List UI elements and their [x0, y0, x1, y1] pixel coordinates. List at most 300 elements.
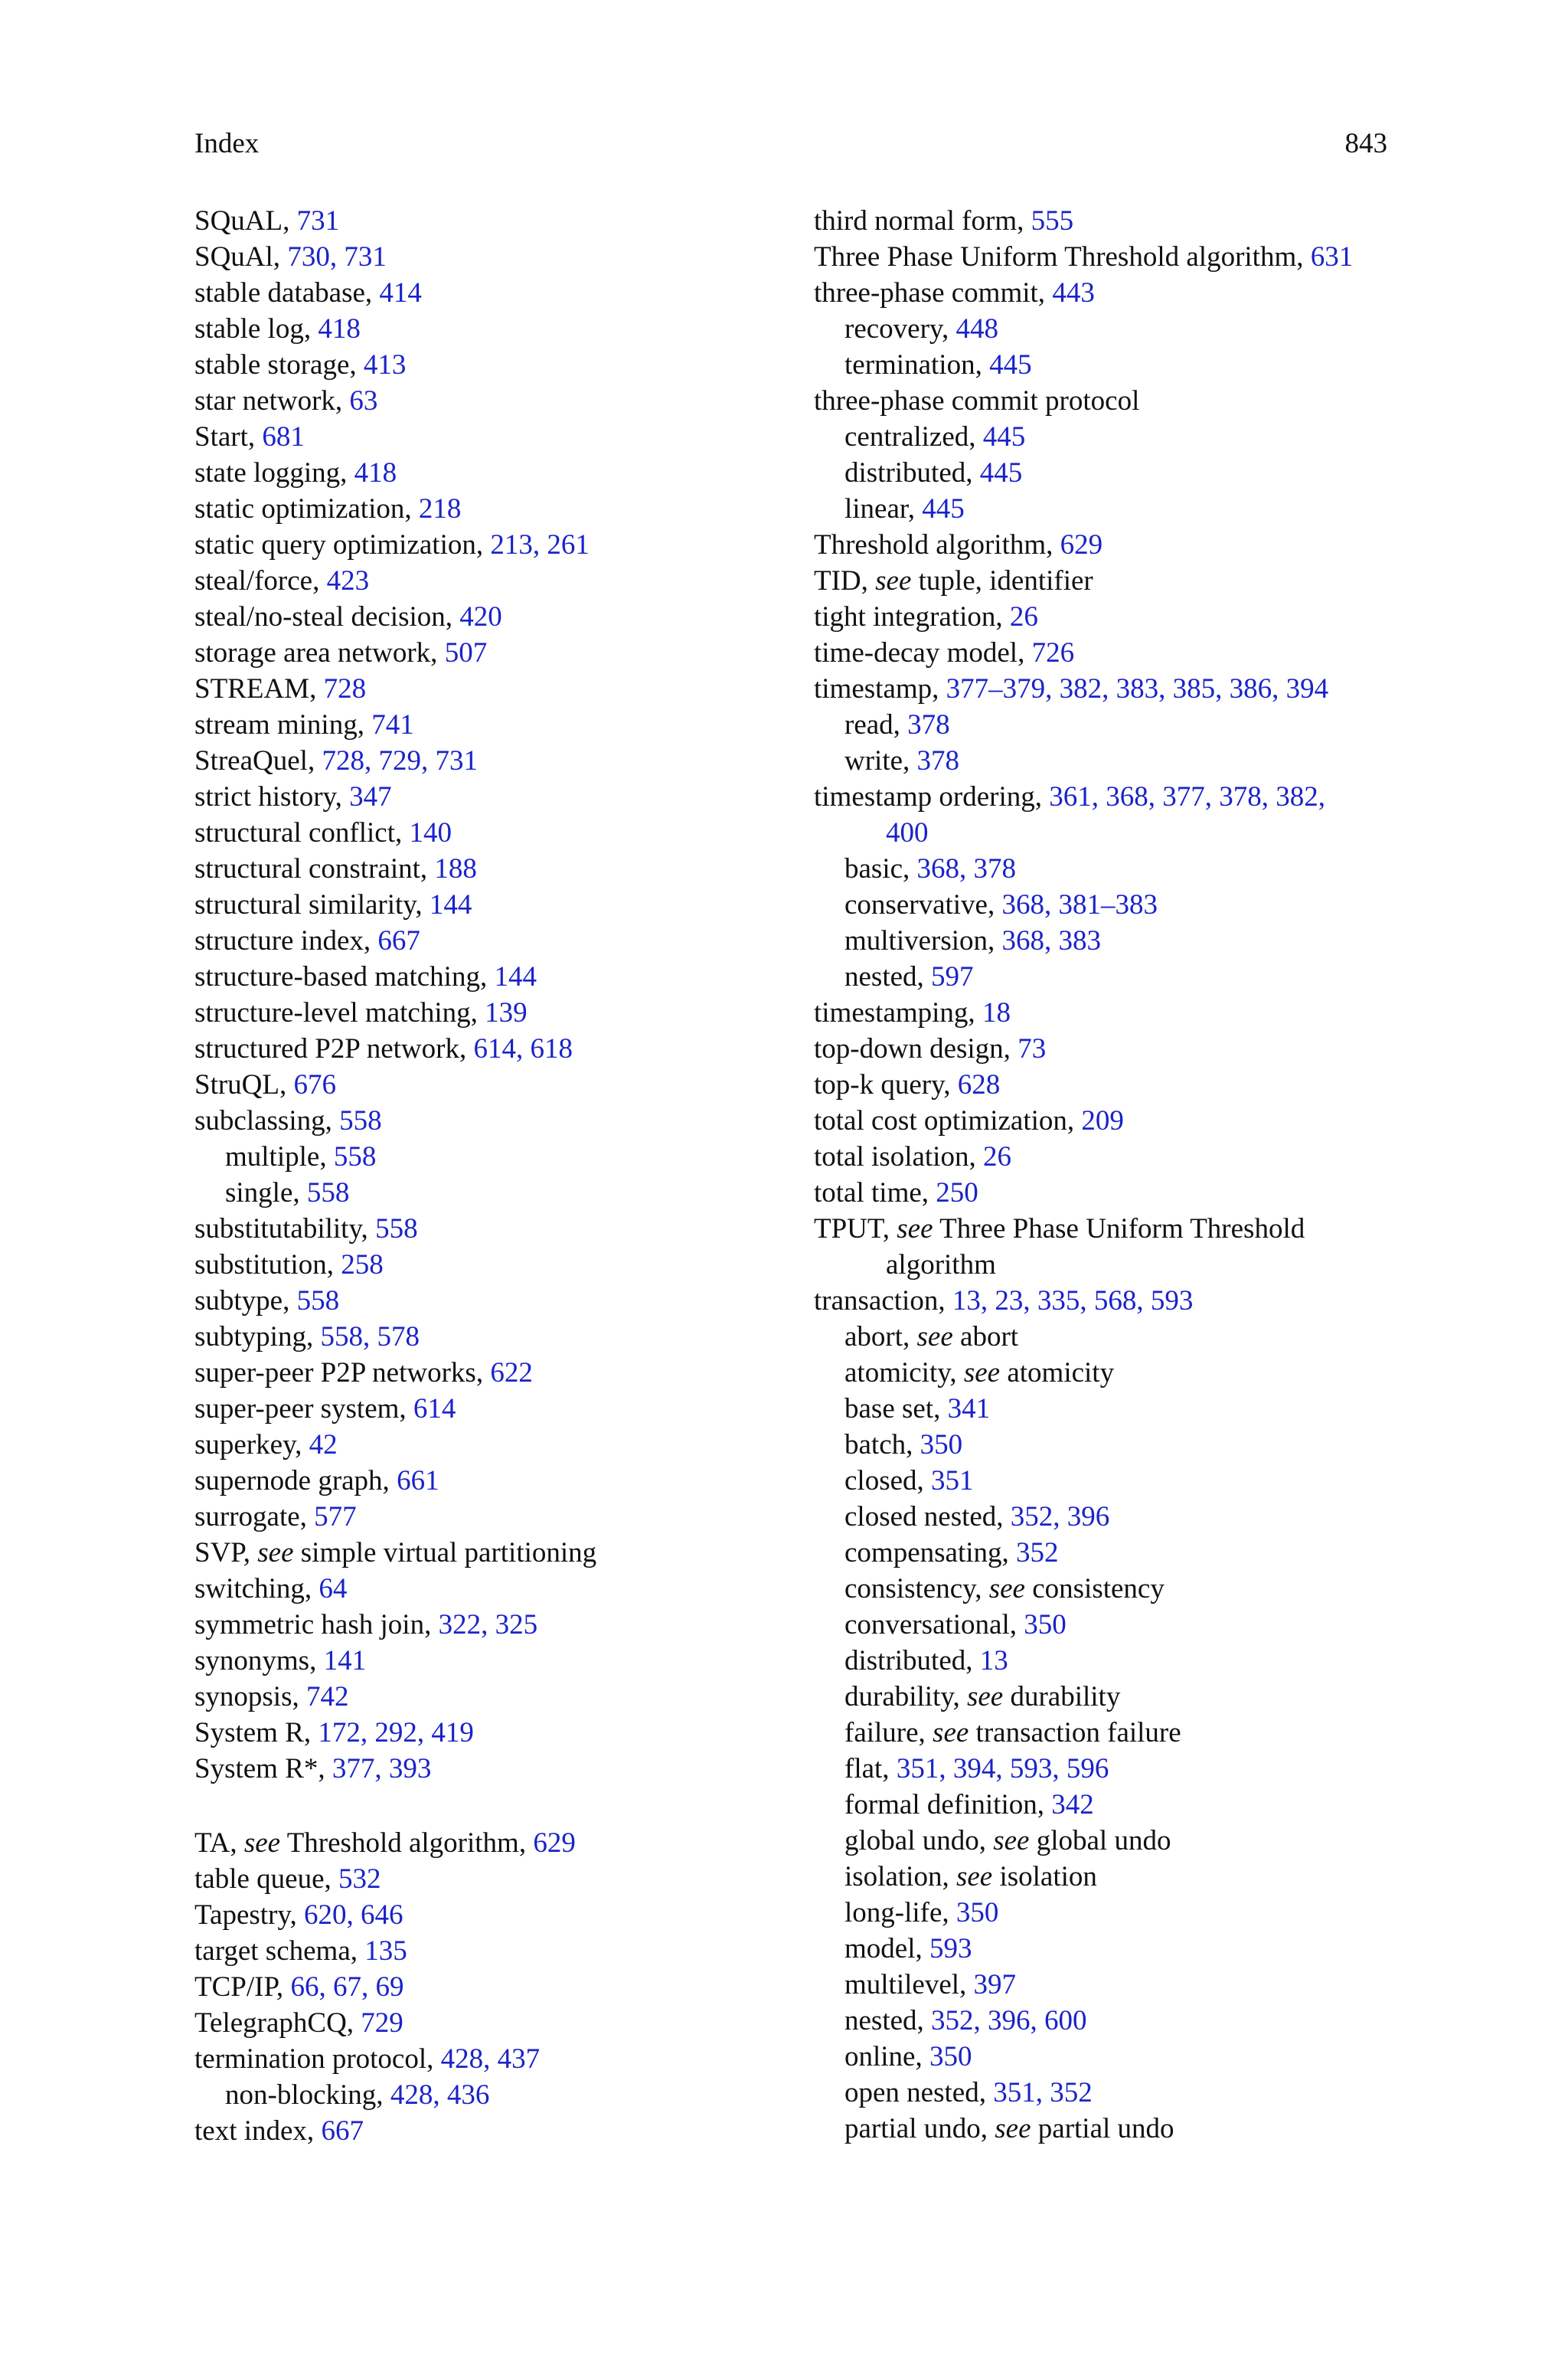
page-reference-link[interactable]: 558 — [306, 1177, 350, 1209]
see-reference-marker: see — [963, 1357, 1001, 1389]
index-entry — [194, 563, 792, 599]
index-subentry — [814, 923, 1411, 959]
index-term: star network, — [194, 385, 343, 417]
index-subentry — [814, 743, 1411, 779]
page-reference-link[interactable]: 66, 67, 69 — [290, 1971, 404, 2003]
index-subentry — [814, 1643, 1411, 1679]
index-entry — [814, 1139, 1411, 1175]
page-reference-link[interactable]: 413 — [363, 349, 407, 381]
page-reference-link[interactable]: 676 — [293, 1069, 336, 1101]
index-entry — [194, 815, 792, 851]
index-entry — [194, 1427, 792, 1463]
cross-reference-target: simple virtual partitioning — [300, 1537, 597, 1568]
index-term: formal definition, — [844, 1789, 1044, 1820]
page-reference-link[interactable]: 64 — [318, 1573, 348, 1604]
page-reference-link[interactable]: 188 — [434, 853, 477, 885]
index-entry — [194, 491, 792, 527]
index-subentry — [814, 311, 1411, 347]
index-entry — [194, 2113, 792, 2149]
index-subentry — [814, 1427, 1411, 1463]
index-term: substitution, — [194, 1249, 334, 1281]
page-header — [194, 126, 1387, 162]
see-reference-marker: see — [993, 1825, 1030, 1856]
index-term: stable database, — [194, 277, 373, 309]
index-term: static optimization, — [194, 493, 412, 525]
index-term: open nested, — [844, 2077, 986, 2108]
index-term: steal/no-steal decision, — [194, 601, 453, 633]
index-term: storage area network, — [194, 637, 438, 669]
index-term: Three Phase Uniform Threshold algorithm, — [814, 241, 1304, 273]
page-reference-link[interactable]: 681 — [262, 421, 305, 453]
page-reference-link[interactable]: 250 — [936, 1177, 978, 1209]
index-subentry — [814, 1715, 1411, 1751]
page-reference-link[interactable]: 731 — [296, 205, 340, 237]
index-term: supernode graph, — [194, 1465, 390, 1496]
page-reference-link[interactable]: 728, 729, 731 — [322, 745, 478, 777]
cross-reference-target: tuple, identifier — [918, 565, 1093, 597]
index-entry — [194, 599, 792, 635]
index-term: SQuAl, — [194, 241, 281, 273]
page-number: 843 — [1344, 128, 1387, 159]
see-reference-marker: see — [988, 1573, 1025, 1604]
index-entry — [194, 1031, 792, 1067]
page-reference-link[interactable]: 420 — [459, 601, 502, 633]
index-subentry — [814, 1499, 1411, 1535]
index-term: structural similarity, — [194, 889, 423, 921]
cross-reference-target: algorithm — [886, 1249, 996, 1281]
index-subentry — [814, 851, 1411, 887]
index-term: timestamp, — [814, 673, 939, 705]
page-reference-link[interactable]: 368, 381–383 — [1001, 889, 1158, 921]
page-reference-link[interactable]: 351, 352 — [993, 2077, 1093, 2108]
page-reference-link[interactable]: 352 — [1016, 1537, 1059, 1568]
page-reference-link[interactable]: 667 — [377, 925, 420, 957]
page-reference-link[interactable]: 350 — [929, 2041, 972, 2072]
index-subentry — [814, 1319, 1411, 1355]
index-entry-continuation — [814, 815, 1411, 851]
page-reference-link[interactable]: 418 — [318, 313, 361, 345]
page-reference-link[interactable]: 577 — [314, 1501, 357, 1532]
index-entry — [194, 1897, 792, 1933]
index-entry — [814, 239, 1411, 275]
index-entry — [194, 1355, 792, 1391]
index-term: SVP, — [194, 1537, 251, 1568]
index-term: global undo, — [844, 1825, 986, 1856]
page-reference-link[interactable]: 341 — [947, 1393, 991, 1425]
page-reference-link[interactable]: 507 — [444, 637, 488, 669]
index-term: TelegraphCQ, — [194, 2007, 354, 2039]
index-entry — [194, 1825, 792, 1861]
index-entry — [194, 1535, 792, 1571]
page-reference-link[interactable]: 729 — [361, 2007, 403, 2039]
index-entry — [194, 707, 792, 743]
page-reference-link[interactable]: 445 — [982, 421, 1026, 453]
cross-reference-target: isolation — [999, 1861, 1097, 1892]
index-entry — [194, 779, 792, 815]
page-reference-link[interactable]: 378 — [907, 709, 950, 741]
cross-reference-target: atomicity — [1007, 1357, 1115, 1389]
index-term: tight integration, — [814, 601, 1003, 633]
index-entry — [194, 1571, 792, 1607]
index-term: write, — [844, 745, 910, 777]
page-reference-link[interactable]: 593 — [929, 1933, 972, 1964]
index-entry — [194, 1283, 792, 1319]
index-term: TA, — [194, 1827, 237, 1859]
index-entry — [194, 851, 792, 887]
index-subentry — [814, 455, 1411, 491]
page-reference-link[interactable]: 445 — [922, 493, 965, 525]
page-reference-link[interactable]: 135 — [364, 1935, 407, 1967]
index-entry — [194, 923, 792, 959]
index-term: closed nested, — [844, 1501, 1004, 1532]
index-subentry — [814, 887, 1411, 923]
index-subentry — [814, 1535, 1411, 1571]
page-reference-link[interactable]: 13, 23, 335, 568, 593 — [952, 1285, 1194, 1317]
index-term: total cost optimization, — [814, 1105, 1075, 1137]
index-entry — [194, 1211, 792, 1247]
index-entry — [814, 563, 1411, 599]
index-subentry — [814, 1463, 1411, 1499]
index-entry — [194, 239, 792, 275]
page-reference-link[interactable]: 614 — [413, 1393, 456, 1425]
running-head: Index — [194, 128, 260, 159]
page-reference-link[interactable]: 667 — [321, 2115, 364, 2147]
index-subentry — [814, 1787, 1411, 1823]
index-term: static query optimization, — [194, 529, 484, 561]
page-reference-link[interactable]: 629 — [533, 1827, 576, 1859]
index-entry — [194, 1499, 792, 1535]
page-reference-link[interactable]: 378 — [916, 745, 960, 777]
index-entry — [814, 1175, 1411, 1211]
index-term: superkey, — [194, 1429, 302, 1460]
index-entry — [814, 1067, 1411, 1103]
page-reference-link[interactable]: 423 — [326, 565, 370, 597]
page-reference-link[interactable]: 42 — [309, 1429, 338, 1460]
index-subentry — [814, 1859, 1411, 1895]
page-reference-link[interactable]: 614, 618 — [473, 1033, 573, 1065]
page-reference-link[interactable]: 351 — [931, 1465, 974, 1496]
index-entry — [194, 1247, 792, 1283]
index-term: stable storage, — [194, 349, 357, 381]
index-term: base set, — [844, 1393, 941, 1425]
index-term: structure-level matching, — [194, 997, 478, 1029]
see-reference-marker: see — [897, 1213, 933, 1245]
index-term: batch, — [844, 1429, 913, 1460]
index-term: centralized, — [844, 421, 976, 453]
page-reference-link[interactable]: 631 — [1310, 241, 1354, 273]
index-column-left — [194, 203, 792, 2149]
cross-reference-target: abort — [960, 1321, 1019, 1353]
index-term: structure-based matching, — [194, 961, 488, 993]
page-reference-link[interactable]: 368, 378 — [916, 853, 1017, 885]
index-term: multiversion, — [844, 925, 995, 957]
page-reference-link[interactable]: 397 — [973, 1969, 1017, 2000]
page-reference-link[interactable]: 141 — [323, 1645, 367, 1676]
index-term: read, — [844, 709, 900, 741]
page-reference-link[interactable]: 622 — [490, 1357, 533, 1389]
index-term: subtyping, — [194, 1321, 314, 1353]
index-term: steal/force, — [194, 565, 320, 597]
page-reference-link[interactable]: 26 — [982, 1141, 1011, 1173]
index-term: super-peer P2P networks, — [194, 1357, 484, 1389]
index-term: multilevel, — [844, 1969, 967, 2000]
page-reference-link[interactable]: 13 — [979, 1645, 1008, 1676]
index-entry — [194, 635, 792, 671]
index-entry — [194, 1319, 792, 1355]
page-reference-link[interactable]: 628 — [957, 1069, 1001, 1101]
index-term: total isolation, — [814, 1141, 976, 1173]
index-term: single, — [225, 1177, 300, 1209]
see-reference-marker: see — [243, 1827, 281, 1859]
index-term: substitutability, — [194, 1213, 368, 1245]
index-term: distributed, — [844, 457, 973, 489]
index-term: online, — [844, 2041, 923, 2072]
index-entry — [194, 1715, 792, 1751]
index-term: table queue, — [194, 1863, 332, 1895]
page-reference-link[interactable]: 532 — [338, 1863, 381, 1895]
page-reference-link[interactable]: 597 — [931, 961, 974, 993]
index-term: structural conflict, — [194, 817, 403, 849]
page-reference-link[interactable]: 428, 436 — [390, 2079, 490, 2111]
index-term: stable log, — [194, 313, 312, 345]
index-term: time-decay model, — [814, 637, 1025, 669]
page-reference-link[interactable]: 728 — [323, 673, 367, 705]
page-reference-link[interactable]: 350 — [920, 1429, 963, 1460]
index-entry — [194, 1751, 792, 1787]
index-entry — [194, 1067, 792, 1103]
index-subentry — [194, 1139, 792, 1175]
index-entry — [194, 2041, 792, 2077]
page-reference-link[interactable]: 730, 731 — [287, 241, 387, 273]
page-reference-link[interactable]: 726 — [1031, 637, 1075, 669]
page-reference-link[interactable]: 661 — [397, 1465, 439, 1496]
index-entry — [814, 1031, 1411, 1067]
page-reference-link[interactable]: 342 — [1051, 1789, 1094, 1820]
page-reference-link[interactable]: 209 — [1081, 1105, 1124, 1137]
page-reference-link[interactable]: 555 — [1031, 205, 1074, 237]
page-reference-link[interactable]: 172, 292, 419 — [318, 1717, 474, 1748]
index-subentry — [814, 1895, 1411, 1931]
page-reference-link[interactable]: 629 — [1060, 529, 1103, 561]
index-term: durability, — [844, 1681, 960, 1712]
index-term: three-phase commit, — [814, 277, 1046, 309]
page-reference-link[interactable]: 18 — [982, 997, 1011, 1029]
index-term: model, — [844, 1933, 923, 1964]
index-term: structured P2P network, — [194, 1033, 467, 1065]
index-term: distributed, — [844, 1645, 973, 1676]
cross-reference-target: global undo — [1036, 1825, 1171, 1856]
index-term: transaction, — [814, 1285, 946, 1317]
index-term: conservative, — [844, 889, 995, 921]
page-reference-link[interactable]: 558 — [375, 1213, 418, 1245]
index-subentry — [814, 1355, 1411, 1391]
index-entry — [194, 311, 792, 347]
index-entry — [194, 743, 792, 779]
page-reference-link[interactable]: 742 — [305, 1681, 349, 1712]
page-reference-link[interactable]: 350 — [1024, 1609, 1067, 1640]
index-entry — [194, 995, 792, 1031]
page-reference-link[interactable]: 445 — [979, 457, 1023, 489]
index-term: StreaQuel, — [194, 745, 315, 777]
index-term: non-blocking, — [225, 2079, 384, 2111]
index-subentry — [814, 1823, 1411, 1859]
index-entry — [814, 1283, 1411, 1319]
page-reference-link[interactable]: 377, 393 — [332, 1753, 432, 1784]
see-reference-marker: see — [257, 1537, 294, 1568]
index-subentry — [814, 1607, 1411, 1643]
page-reference-link[interactable]: 418 — [354, 457, 397, 489]
index-term: Threshold algorithm, — [814, 529, 1054, 561]
index-entry — [814, 671, 1411, 707]
index-term: System R*, — [194, 1753, 325, 1784]
index-term: third normal form, — [814, 205, 1024, 237]
index-entry — [194, 383, 792, 419]
see-reference-marker: see — [956, 1861, 993, 1892]
index-entry — [194, 1861, 792, 1897]
index-entry — [194, 1391, 792, 1427]
index-entry — [814, 995, 1411, 1031]
index-term: surrogate, — [194, 1501, 307, 1532]
index-term: basic, — [844, 853, 910, 885]
page-reference-link[interactable]: 558 — [296, 1285, 340, 1317]
page-reference-link[interactable]: 377–379, 382, 383, 385, 386, 394 — [946, 673, 1329, 705]
page-reference-link[interactable]: 218 — [418, 493, 462, 525]
page-reference-link[interactable]: 140 — [409, 817, 452, 849]
see-reference-marker: see — [966, 1681, 1004, 1712]
index-term: conversational, — [844, 1609, 1017, 1640]
index-term: multiple, — [225, 1141, 327, 1173]
page-reference-link[interactable]: 428, 437 — [440, 2043, 541, 2075]
page-reference-link[interactable]: 558, 578 — [320, 1321, 420, 1353]
page-reference-link[interactable]: 26 — [1009, 601, 1038, 633]
index-term: timestamping, — [814, 997, 975, 1029]
index-term: total time, — [814, 1177, 929, 1209]
cross-reference-target: Threshold algorithm, — [286, 1827, 527, 1859]
page-reference-link[interactable]: 368, 383 — [1001, 925, 1102, 957]
index-entry — [194, 455, 792, 491]
index-entry-continuation — [814, 1247, 1411, 1283]
index-term: SQuAL, — [194, 205, 290, 237]
index-entry — [814, 1211, 1411, 1247]
see-reference-marker: see — [916, 1321, 953, 1353]
index-entry — [814, 779, 1411, 815]
index-entry — [194, 1643, 792, 1679]
page-reference-link[interactable]: 139 — [485, 997, 528, 1029]
index-term: strict history, — [194, 781, 342, 813]
index-subentry — [814, 2111, 1411, 2147]
page-reference-link[interactable]: 351, 394, 593, 596 — [896, 1753, 1109, 1784]
page-reference-link[interactable]: 73 — [1018, 1033, 1047, 1065]
page-reference-link[interactable]: 213, 261 — [490, 529, 590, 561]
index-entry — [194, 671, 792, 707]
index-entry — [814, 635, 1411, 671]
index-term: consistency, — [844, 1573, 982, 1604]
page-reference-link[interactable]: 144 — [494, 961, 537, 993]
page-reference-link[interactable]: 400 — [886, 817, 929, 849]
index-subentry — [814, 2075, 1411, 2111]
index-entry — [194, 1103, 792, 1139]
index-term: state logging, — [194, 457, 348, 489]
index-subentry — [814, 1571, 1411, 1607]
cross-reference-target: durability — [1010, 1681, 1121, 1712]
page-reference-link[interactable]: 443 — [1052, 277, 1095, 309]
index-term: text index, — [194, 2115, 315, 2147]
see-reference-marker: see — [933, 1717, 969, 1748]
index-term: atomicity, — [844, 1357, 957, 1389]
index-entry — [814, 527, 1411, 563]
index-entry — [194, 2005, 792, 2041]
index-subentry — [814, 1931, 1411, 1967]
index-term: timestamp ordering, — [814, 781, 1042, 813]
index-subentry — [814, 1679, 1411, 1715]
index-term: termination protocol, — [194, 2043, 434, 2075]
page-reference-link[interactable]: 347 — [349, 781, 392, 813]
index-term: structural constraint, — [194, 853, 428, 885]
index-term: Tapestry, — [194, 1899, 297, 1931]
index-term: super-peer system, — [194, 1393, 407, 1425]
page-reference-link[interactable]: 352, 396, 600 — [931, 2005, 1087, 2036]
index-subentry — [814, 1751, 1411, 1787]
page-reference-link[interactable]: 445 — [989, 349, 1032, 381]
page-reference-link[interactable]: 350 — [956, 1897, 999, 1928]
index-term: top-down design, — [814, 1033, 1011, 1065]
index-entry — [814, 203, 1411, 239]
index-entry — [194, 1463, 792, 1499]
index-term: TID, — [814, 565, 868, 597]
index-term: closed, — [844, 1465, 924, 1496]
page-reference-link[interactable]: 63 — [349, 385, 378, 417]
page-reference-link[interactable]: 361, 368, 377, 378, 382, — [1049, 781, 1325, 813]
index-term: target schema, — [194, 1935, 358, 1967]
index-entry — [194, 419, 792, 455]
index-entry — [194, 1679, 792, 1715]
index-subentry — [814, 419, 1411, 455]
page-reference-link[interactable]: 144 — [429, 889, 472, 921]
index-subentry — [814, 347, 1411, 383]
index-entry — [814, 1103, 1411, 1139]
index-entry — [194, 275, 792, 311]
index-term: long-life, — [844, 1897, 949, 1928]
cross-reference-target: partial undo — [1037, 2113, 1174, 2144]
index-subentry — [814, 2039, 1411, 2075]
page-reference-link[interactable]: 258 — [341, 1249, 384, 1281]
index-term: linear, — [844, 493, 915, 525]
page-reference-link[interactable]: 448 — [956, 313, 999, 345]
page-reference-link[interactable]: 620, 646 — [303, 1899, 403, 1931]
index-term: termination, — [844, 349, 982, 381]
page-reference-link[interactable]: 352, 396 — [1010, 1501, 1110, 1532]
index-term: failure, — [844, 1717, 926, 1748]
index-subentry — [814, 491, 1411, 527]
index-term: abort, — [844, 1321, 910, 1353]
index-term: STREAM, — [194, 673, 317, 705]
index-subentry — [814, 959, 1411, 995]
index-term: partial undo, — [844, 2113, 988, 2144]
index-subentry — [814, 1391, 1411, 1427]
page-reference-link[interactable]: 558 — [333, 1141, 377, 1173]
index-entry — [194, 203, 792, 239]
page-reference-link[interactable]: 558 — [339, 1105, 382, 1137]
page-reference-link[interactable]: 322, 325 — [438, 1609, 538, 1640]
page-reference-link[interactable]: 741 — [371, 709, 414, 741]
index-entry — [194, 347, 792, 383]
index-term: subtype, — [194, 1285, 290, 1317]
cross-reference-target: Three Phase Uniform Threshold — [939, 1213, 1305, 1245]
index-term: recovery, — [844, 313, 949, 345]
index-term: top-k query, — [814, 1069, 951, 1101]
index-term: stream mining, — [194, 709, 364, 741]
page-reference-link[interactable]: 414 — [379, 277, 422, 309]
